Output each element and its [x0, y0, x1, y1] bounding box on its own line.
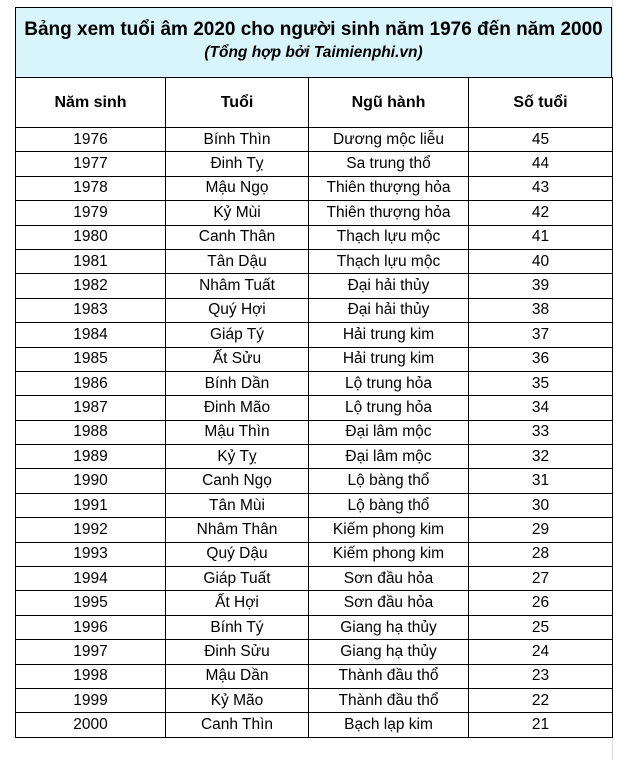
age-name-cell[interactable]: Ất Sửu	[166, 347, 309, 371]
age-name-cell[interactable]: Mậu Thìn	[166, 420, 309, 444]
age-name-cell[interactable]: Ất Hợi	[166, 591, 309, 615]
table-title: Bảng xem tuổi âm 2020 cho người sinh năm 1976 đến năm 2000	[24, 19, 603, 40]
table-row	[16, 688, 613, 712]
element-cell[interactable]: Kiếm phong kim	[309, 518, 469, 542]
element-cell[interactable]: Thạch lựu mộc	[309, 225, 469, 249]
table-row	[16, 493, 613, 517]
table-row	[16, 298, 613, 322]
element-cell[interactable]: Đại hải thủy	[309, 274, 469, 298]
element-cell[interactable]: Đại lâm mộc	[309, 420, 469, 444]
table-body	[16, 128, 613, 738]
header-element[interactable]: Ngũ hành	[309, 78, 469, 128]
element-cell[interactable]: Hải trung kim	[309, 347, 469, 371]
age-number-cell[interactable]: 45	[469, 128, 613, 152]
birth-year-cell[interactable]: 1984	[16, 323, 166, 347]
element-cell[interactable]: Đại hải thủy	[309, 298, 469, 322]
table-row	[16, 420, 613, 444]
age-name-cell[interactable]: Nhâm Tuất	[166, 274, 309, 298]
age-number-cell[interactable]: 36	[469, 347, 613, 371]
age-name-cell[interactable]: Tân Mùi	[166, 493, 309, 517]
age-number-cell[interactable]: 31	[469, 469, 613, 493]
element-cell[interactable]: Thành đầu thổ	[309, 664, 469, 688]
header-birth-year[interactable]: Năm sinh	[16, 78, 166, 128]
birth-year-cell[interactable]: 1992	[16, 518, 166, 542]
birth-year-cell[interactable]: 1999	[16, 688, 166, 712]
age-name-cell[interactable]: Canh Ngọ	[166, 469, 309, 493]
element-cell[interactable]: Thiên thượng hỏa	[309, 176, 469, 200]
title-cell[interactable]	[15, 7, 612, 78]
birth-year-cell[interactable]: 1977	[16, 152, 166, 176]
birth-year-cell[interactable]: 1980	[16, 225, 166, 249]
age-name-cell[interactable]: Bính Thìn	[166, 128, 309, 152]
age-number-cell[interactable]: 33	[469, 420, 613, 444]
age-number-cell[interactable]: 26	[469, 591, 613, 615]
table-row	[16, 615, 613, 639]
age-number-cell[interactable]: 38	[469, 298, 613, 322]
birth-year-cell[interactable]: 1985	[16, 347, 166, 371]
table-row	[16, 176, 613, 200]
table-row	[16, 542, 613, 566]
age-name-cell[interactable]: Mậu Ngọ	[166, 176, 309, 200]
age-number-cell[interactable]: 25	[469, 615, 613, 639]
birth-year-cell[interactable]: 1996	[16, 615, 166, 639]
element-cell[interactable]: Kiếm phong kim	[309, 542, 469, 566]
table-row	[16, 152, 613, 176]
table-row	[16, 713, 613, 737]
birth-year-cell[interactable]: 1995	[16, 591, 166, 615]
age-number-cell[interactable]: 32	[469, 445, 613, 469]
age-name-cell[interactable]: Kỷ Mão	[166, 688, 309, 712]
age-number-cell[interactable]: 35	[469, 371, 613, 395]
age-number-cell[interactable]: 39	[469, 274, 613, 298]
table-row	[16, 201, 613, 225]
birth-year-cell[interactable]: 1978	[16, 176, 166, 200]
element-cell[interactable]: Sơn đầu hỏa	[309, 567, 469, 591]
table-row	[16, 640, 613, 664]
table-row	[16, 518, 613, 542]
birth-year-cell[interactable]: 1994	[16, 567, 166, 591]
birth-year-cell[interactable]: 1998	[16, 664, 166, 688]
birth-year-cell[interactable]: 1997	[16, 640, 166, 664]
table-row	[16, 396, 613, 420]
element-cell[interactable]: Lộ bàng thổ	[309, 469, 469, 493]
age-name-cell[interactable]: Canh Thìn	[166, 713, 309, 737]
table-row	[16, 591, 613, 615]
table-row	[16, 225, 613, 249]
age-name-cell[interactable]: Quý Dậu	[166, 542, 309, 566]
table-row	[16, 371, 613, 395]
element-cell[interactable]: Giang hạ thủy	[309, 640, 469, 664]
header-age-name[interactable]: Tuổi	[166, 78, 309, 128]
header-row	[16, 78, 613, 128]
element-cell[interactable]: Thạch lựu mộc	[309, 249, 469, 273]
birth-year-cell[interactable]: 1991	[16, 493, 166, 517]
element-cell[interactable]: Hải trung kim	[309, 323, 469, 347]
birth-year-cell[interactable]: 2000	[16, 713, 166, 737]
element-cell[interactable]: Lộ bàng thổ	[309, 493, 469, 517]
element-cell[interactable]: Sa trung thổ	[309, 152, 469, 176]
birth-year-cell[interactable]: 1987	[16, 396, 166, 420]
age-number-cell[interactable]: 28	[469, 542, 613, 566]
table-row	[16, 567, 613, 591]
element-cell[interactable]: Giang hạ thủy	[309, 615, 469, 639]
birth-year-cell[interactable]: 1981	[16, 249, 166, 273]
age-number-cell[interactable]: 37	[469, 323, 613, 347]
birth-year-cell[interactable]: 1990	[16, 469, 166, 493]
table-row	[16, 664, 613, 688]
age-number-cell[interactable]: 43	[469, 176, 613, 200]
element-cell[interactable]: Lộ trung hỏa	[309, 371, 469, 395]
age-number-cell[interactable]: 23	[469, 664, 613, 688]
age-name-cell[interactable]: Tân Dậu	[166, 249, 309, 273]
element-cell[interactable]: Đại lâm mộc	[309, 445, 469, 469]
age-name-cell[interactable]: Đinh Tỵ	[166, 152, 309, 176]
birth-year-cell[interactable]: 1989	[16, 445, 166, 469]
table-row	[16, 249, 613, 273]
table-row	[16, 323, 613, 347]
age-number-cell[interactable]: 22	[469, 688, 613, 712]
age-name-cell[interactable]: Quý Hợi	[166, 298, 309, 322]
age-number-cell[interactable]: 27	[469, 567, 613, 591]
age-name-cell[interactable]: Nhâm Thân	[166, 518, 309, 542]
table-row	[16, 274, 613, 298]
birth-year-cell[interactable]: 1988	[16, 420, 166, 444]
birth-year-cell[interactable]: 1982	[16, 274, 166, 298]
table-row	[16, 445, 613, 469]
age-name-cell[interactable]: Kỷ Tỵ	[166, 445, 309, 469]
table-row	[16, 347, 613, 371]
age-number-cell[interactable]: 41	[469, 225, 613, 249]
birth-year-cell[interactable]: 1976	[16, 128, 166, 152]
age-name-cell[interactable]: Đinh Mão	[166, 396, 309, 420]
age-number-cell[interactable]: 34	[469, 396, 613, 420]
age-name-cell[interactable]: Giáp Tuất	[166, 567, 309, 591]
age-number-cell[interactable]: 29	[469, 518, 613, 542]
birth-year-cell[interactable]: 1983	[16, 298, 166, 322]
age-name-cell[interactable]: Canh Thân	[166, 225, 309, 249]
age-name-cell[interactable]: Đinh Sửu	[166, 640, 309, 664]
age-name-cell[interactable]: Giáp Tý	[166, 323, 309, 347]
header-age-number[interactable]: Số tuổi	[469, 78, 613, 128]
age-name-cell[interactable]: Bính Tý	[166, 615, 309, 639]
table-row	[16, 469, 613, 493]
birth-year-cell[interactable]: 1979	[16, 201, 166, 225]
age-number-cell[interactable]: 21	[469, 713, 613, 737]
birth-year-cell[interactable]: 1993	[16, 542, 166, 566]
birth-year-cell[interactable]: 1986	[16, 371, 166, 395]
age-name-cell[interactable]: Mậu Dần	[166, 664, 309, 688]
table-subtitle: (Tổng hợp bởi Taimienphi.vn)	[204, 44, 423, 61]
age-number-cell[interactable]: 30	[469, 493, 613, 517]
element-cell[interactable]: Thiên thượng hỏa	[309, 201, 469, 225]
element-cell[interactable]: Bạch lạp kim	[309, 713, 469, 737]
age-number-cell[interactable]: 40	[469, 249, 613, 273]
age-number-cell[interactable]: 42	[469, 201, 613, 225]
age-number-cell[interactable]: 44	[469, 152, 613, 176]
age-number-cell[interactable]: 24	[469, 640, 613, 664]
table-row	[16, 128, 613, 152]
age-table	[15, 77, 613, 738]
age-name-cell[interactable]: Bính Dần	[166, 371, 309, 395]
element-cell[interactable]: Dương mộc liễu	[309, 128, 469, 152]
element-cell[interactable]: Lộ trung hỏa	[309, 396, 469, 420]
age-name-cell[interactable]: Kỷ Mùi	[166, 201, 309, 225]
element-cell[interactable]: Sơn đầu hỏa	[309, 591, 469, 615]
element-cell[interactable]: Thành đầu thổ	[309, 688, 469, 712]
